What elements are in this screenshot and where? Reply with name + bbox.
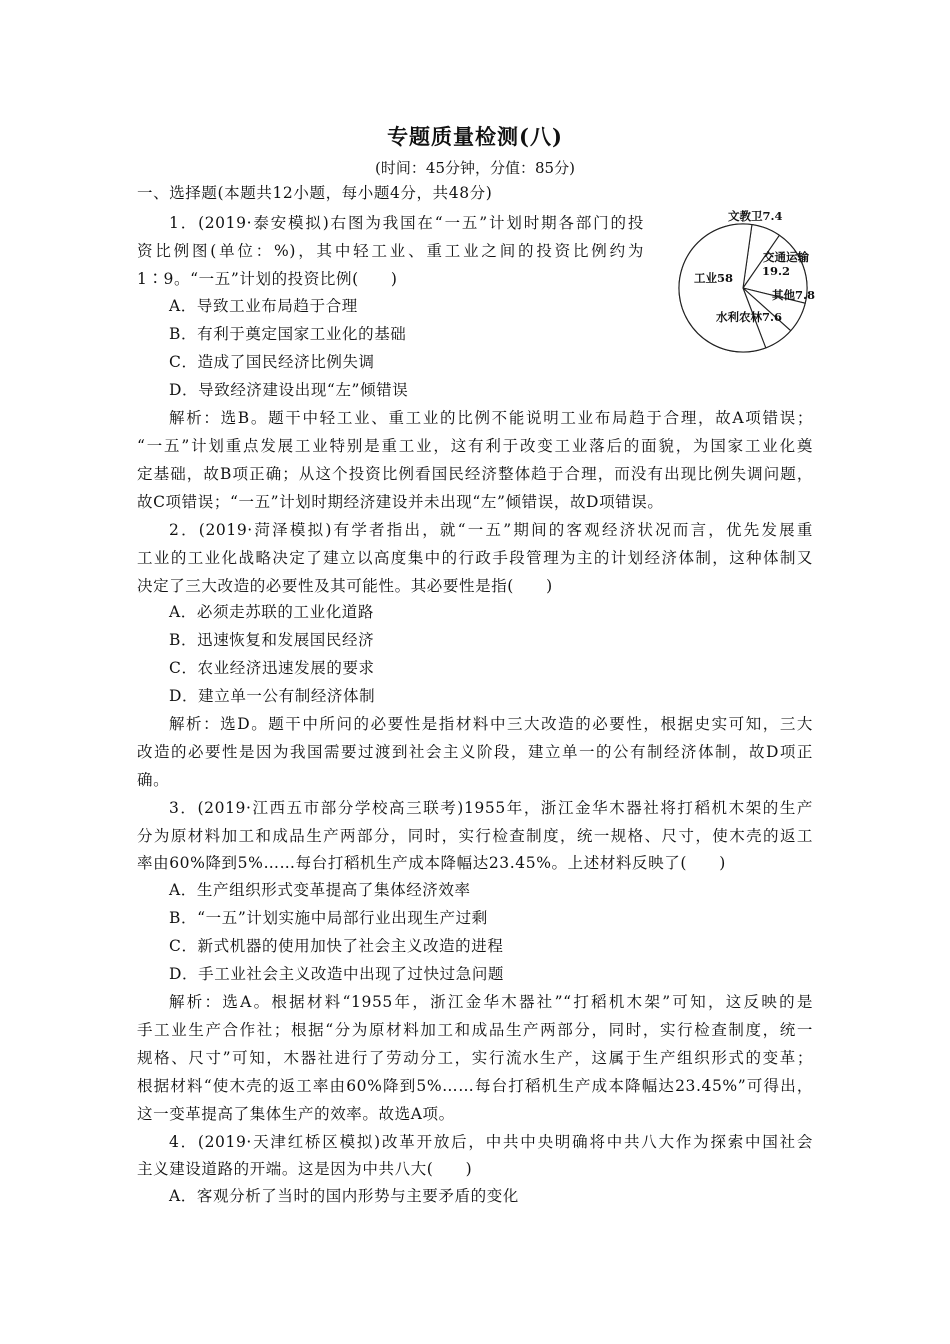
question-1-line-1: 1．(2019·泰安模拟)右图为我国在“一五”计划时期各部门的投 [169, 214, 644, 232]
question-1-option-a: A．导致工业布局趋于合理 [169, 297, 358, 315]
question-1-analysis-3: 定基础，故B项正确；从这个投资比例看国民经济整体趋于合理，而没有出现比例失调问题， [137, 465, 813, 483]
question-3-analysis-5: 这一变革提高了集体生产的效率。故选A项。 [137, 1105, 455, 1123]
question-2-option-a: A．必须走苏联的工业化道路 [169, 603, 374, 621]
page-subtitle: (时间：45分钟，分值：85分) [375, 159, 575, 177]
question-3-option-a: A．生产组织形式变革提高了集体经济效率 [169, 881, 471, 899]
question-3-analysis-2: 手工业生产合作社；根据“分为原材料加工和成品生产两部分，同时，实行检查制度，统一 [137, 1021, 813, 1039]
question-2-option-b: B．迅速恢复和发展国民经济 [169, 631, 375, 649]
question-4-line-1: 4．(2019·天津红桥区模拟)改革开放后，中共中央明确将中共八大作为探索中国社会 [169, 1133, 813, 1151]
question-2-analysis-3: 确。 [137, 771, 170, 789]
investment-pie-chart [668, 200, 838, 360]
pie-label-industry: 工业58 [694, 271, 734, 285]
question-1-option-b: B．有利于奠定国家工业化的基础 [169, 325, 407, 343]
question-3-option-c: C．新式机器的使用加快了社会主义改造的进程 [169, 937, 504, 955]
question-2-option-d: D．建立单一公有制经济体制 [169, 687, 376, 705]
question-3-line-1: 3．(2019·江西五市部分学校高三联考)1955年，浙江金华木器社将打稻机木架的生产 [169, 799, 813, 817]
pie-label-other: 其他7.8 [772, 288, 816, 302]
question-1-analysis-2: “一五”计划重点发展工业特别是重工业，这有利于改变工业落后的面貌，为国家工业化奠 [137, 437, 813, 455]
question-1-option-c: C．造成了国民经济比例失调 [169, 353, 375, 371]
pie-label-transport-value: 19.2 [762, 264, 791, 278]
question-2-option-c: C．农业经济迅速发展的要求 [169, 659, 375, 677]
question-4-option-a: A．客观分析了当时的国内形势与主要矛盾的变化 [169, 1187, 519, 1205]
question-1-analysis-4: 故C项错误；“一五”计划时期经济建设并未出现“左”倾错误，故D项错误。 [137, 493, 664, 511]
question-4-line-2: 主义建设道路的开端。这是因为中共八大( ) [137, 1160, 473, 1178]
pie-label-transport: 交通运输 [763, 250, 809, 264]
question-1-line-2: 资比例图(单位：%)，其中轻工业、重工业之间的投资比例约为 [137, 242, 644, 260]
question-3-option-d: D．手工业社会主义改造中出现了过快过急问题 [169, 965, 505, 983]
question-3-line-2: 分为原材料加工和成品生产两部分，同时，实行检查制度，统一规格、尺寸，使木壳的返工 [137, 827, 813, 845]
pie-label-culture: 文教卫7.4 [728, 209, 783, 223]
question-2-analysis-2: 改造的必要性是因为我国需要过渡到社会主义阶段，建立单一的公有制经济体制，故D项正 [137, 743, 813, 761]
question-2-line-2: 工业的工业化战略决定了建立以高度集中的行政手段管理为主的计划经济体制，这种体制又 [137, 549, 813, 567]
question-1-option-d: D．导致经济建设出现“左”倾错误 [169, 381, 409, 399]
question-2-analysis-1: 解析：选D。题干中所问的必要性是指材料中三大改造的必要性，根据史实可知，三大 [169, 715, 813, 733]
question-3-analysis-4: 根据材料“使木壳的返工率由60%降到5%……每台打稻机生产成本降幅达23.45%”可得出， [137, 1077, 813, 1095]
question-2-line-3: 决定了三大改造的必要性及其可能性。其必要性是指( ) [137, 577, 553, 595]
pie-label-water: 水利农林7.6 [716, 310, 783, 324]
question-1-line-3: 1∶9。“一五”计划的投资比例( ) [137, 270, 398, 288]
page-title: 专题质量检测(八) [387, 124, 563, 149]
question-3-option-b: B．“一五”计划实施中局部行业出现生产过剩 [169, 909, 488, 927]
question-3-analysis-1: 解析：选A。根据材料“1955年，浙江金华木器社”“打稻机木架”可知，这反映的是 [169, 993, 813, 1011]
question-1-analysis-1: 解析：选B。题干中轻工业、重工业的比例不能说明工业布局趋于合理，故A项错误； [169, 409, 813, 427]
question-3-line-3: 率由60%降到5%……每台打稻机生产成本降幅达23.45%。上述材料反映了( ) [137, 854, 726, 872]
question-2-line-1: 2．(2019·菏泽模拟)有学者指出，就“一五”期间的客观经济状况而言，优先发展重 [169, 521, 813, 539]
question-3-analysis-3: 规格、尺寸”可知，木器社进行了劳动分工，实行流水生产，这属于生产组织形式的变革； [137, 1049, 813, 1067]
section-heading: 一、选择题(本题共12小题，每小题4分，共48分) [137, 184, 493, 202]
